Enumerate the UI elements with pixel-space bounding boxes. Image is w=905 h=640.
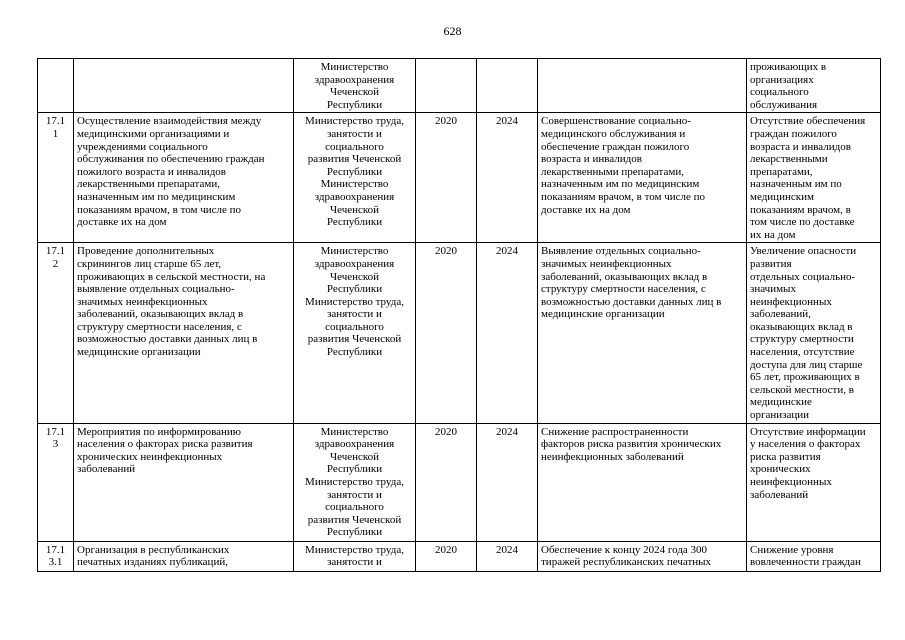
cell-start-year [416,59,477,113]
table-row [38,113,881,243]
table-row [38,541,881,571]
cell-start-year: 2020 [416,243,477,423]
cell-number: 17.1 1 [38,113,74,243]
cell-consequence: Отсутствие информации у населения о факторах риска развития хронических неинфекционных заболеваний [747,423,881,541]
table-row [38,59,881,113]
cell-end-year [477,59,538,113]
cell-measure-name: Проведение дополнительных скринингов лиц старше 65 лет, проживающих в сельской местности, на выявление отдельных социально- значимых неинфекционных заболеваний, оказывающих вклад в структуру смертности населения, с возможностью доставки данных лиц в медицинские организации [74,243,294,423]
cell-end-year: 2024 [477,113,538,243]
cell-measure-name: Мероприятия по информированию населения о факторах риска развития хронических неинфекционных заболеваний [74,423,294,541]
measures-table [37,58,881,572]
cell-end-year: 2024 [477,541,538,571]
cell-expected-result: Совершенствование социально- медицинского обслуживания и обеспечение граждан пожилого возраста и инвалидов лекарственными препаратами, назначенным им по медицинским показаниям врачом, в том числе по доставке их на дом [538,113,747,243]
cell-consequence: Увеличение опасности развития отдельных социально- значимых неинфекционных заболеваний, оказывающих вклад в структуру смертности населения, отсутствие доступа для лиц старше 65 лет, проживающих в сельской местности, в медицинские организации [747,243,881,423]
cell-measure-name [74,59,294,113]
cell-expected-result: Выявление отдельных социально- значимых неинфекционных заболеваний, оказывающих вклад в структуру смертности населения, с возможностью доставки данных лиц в медицинские организации [538,243,747,423]
cell-consequence: проживающих в организациях социального обслуживания [747,59,881,113]
cell-consequence: Снижение уровня вовлеченности граждан [747,541,881,571]
cell-number: 17.1 3.1 [38,541,74,571]
cell-start-year: 2020 [416,541,477,571]
cell-number: 17.1 3 [38,423,74,541]
cell-executor: Министерство труда, занятости и [294,541,416,571]
cell-measure-name: Организация в республиканских печатных изданиях публикаций, [74,541,294,571]
table-row [38,423,881,541]
cell-executor: Министерство здравоохранения Чеченской Республики [294,59,416,113]
page-number: 628 [443,24,462,38]
cell-expected-result [538,59,747,113]
cell-expected-result: Обеспечение к концу 2024 года 300 тиражей республиканских печатных [538,541,747,571]
cell-consequence: Отсутствие обеспечения граждан пожилого возраста и инвалидов лекарственными препаратами, назначенным им по медицинским показаниям врачом, в том числе по доставке их на дом [747,113,881,243]
cell-start-year: 2020 [416,113,477,243]
cell-executor: Министерство здравоохранения Чеченской Республики Министерство труда, занятости и социального развития Чеченской Республики [294,423,416,541]
cell-end-year: 2024 [477,423,538,541]
cell-executor: Министерство труда, занятости и социального развития Чеченской Республики Министерство здравоохранения Чеченской Республики [294,113,416,243]
cell-number [38,59,74,113]
cell-number: 17.1 2 [38,243,74,423]
cell-executor: Министерство здравоохранения Чеченской Республики Министерство труда, занятости и социального развития Чеченской Республики [294,243,416,423]
cell-expected-result: Снижение распространенности факторов риска развития хронических неинфекционных заболеваний [538,423,747,541]
cell-measure-name: Осуществление взаимодействия между медицинскими организациями и учреждениями социального обслуживания по обеспечению граждан пожилого возраста и инвалидов лекарственными препаратами, назначенным им по медицинским показаниям врачом, в том числе по доставке их на дом [74,113,294,243]
cell-end-year: 2024 [477,243,538,423]
table-row [38,243,881,423]
cell-start-year: 2020 [416,423,477,541]
